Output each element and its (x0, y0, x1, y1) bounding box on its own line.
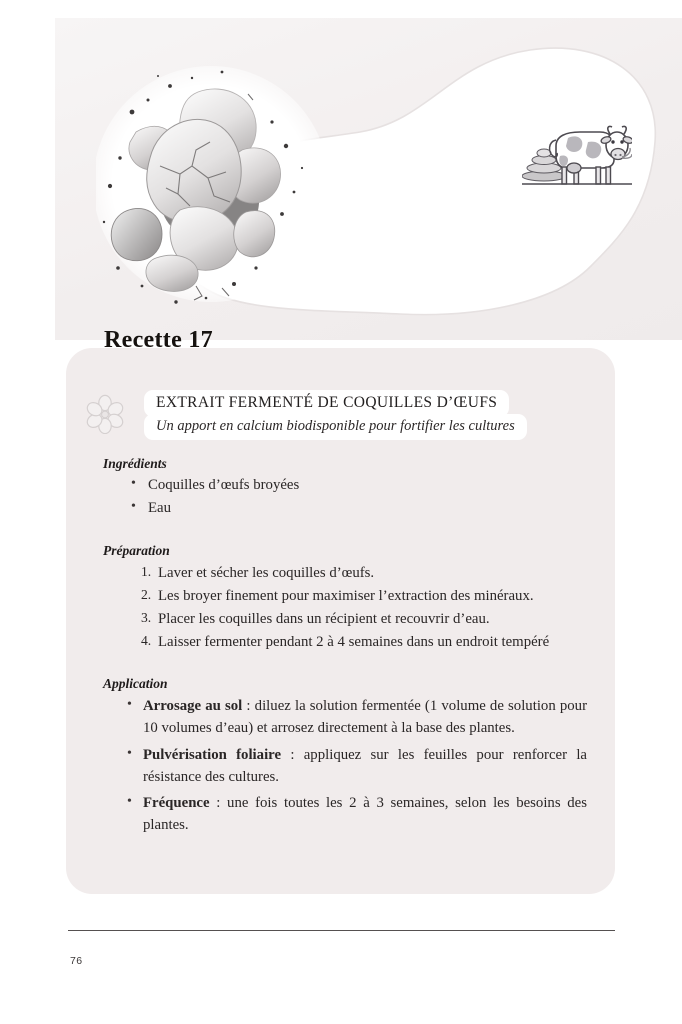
page-number: 76 (70, 955, 83, 967)
recipe-card-header (66, 370, 615, 438)
eggshells-photo (96, 62, 326, 307)
list-item: • Coquilles d’œufs broyées (131, 475, 587, 497)
list-item (125, 744, 587, 788)
application-term: Fréquence (143, 795, 210, 811)
list-item (125, 792, 587, 836)
list-item: Les broyer finement pour maximiser l’extraction des minéraux. (158, 587, 534, 604)
list-item: Placer les coquilles dans un récipient et recouvrir d’eau. (158, 610, 490, 627)
flower-icon (85, 394, 125, 434)
list-item: Laisser fermenter pendant 2 à 4 semaines dans un endroit tempéré (158, 634, 550, 651)
ingredients-heading: Ingrédients (103, 456, 167, 471)
recipe-subtitle: Un apport en calcium biodisponible pour fortifier les cultures (144, 414, 527, 440)
spacer (103, 654, 587, 676)
application-heading: Application (103, 676, 168, 692)
list-item (125, 695, 587, 739)
spacer (103, 521, 587, 543)
list-item: Laver et sécher les coquilles d’œufs. (158, 564, 375, 581)
recipe-banner (144, 390, 584, 440)
preparation-list (141, 562, 587, 654)
recipe-card (66, 348, 615, 894)
recipe-body (103, 456, 587, 840)
cow-scene (522, 112, 632, 192)
cow-icon (550, 126, 632, 184)
application-text: : une fois toutes les 2 à 3 semaines, selon les besoins des plantes. (143, 795, 587, 834)
application-term: Arrosage au sol (143, 698, 243, 715)
application-list (125, 695, 587, 836)
application-term: Pulvérisation foliaire (143, 746, 282, 763)
hero-header (0, 0, 682, 340)
recipe-title: EXTRAIT FERMENTÉ DE COQUILLES D’ŒUFS (144, 390, 509, 417)
preparation-heading: Préparation (103, 542, 170, 558)
application-text: : appliquez sur les feuilles pour renforcer la résistance des cultures. (143, 746, 587, 785)
application-text: : diluez la solution fermentée (1 volume de solution pour 10 volumes d’eau) et arrosez directement à la base des plantes. (143, 698, 587, 737)
recipe-number-title: Recette 17 (104, 327, 213, 353)
list-item: • Eau (131, 498, 587, 520)
footer-divider (68, 930, 615, 931)
ingredients-list (131, 475, 587, 520)
